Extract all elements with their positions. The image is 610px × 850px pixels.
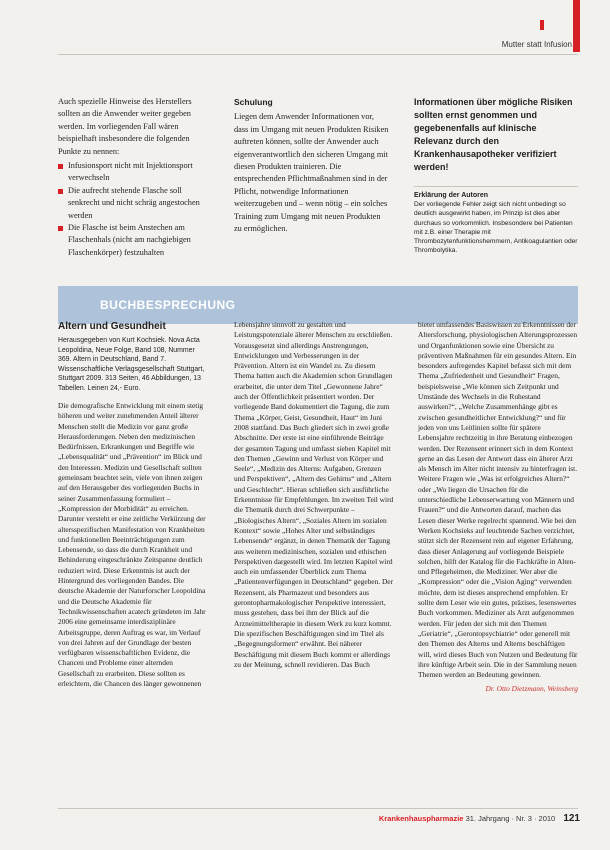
review-column-2	[234, 320, 394, 670]
authors-declaration	[414, 186, 578, 255]
book-title: Altern und Gesundheit	[58, 321, 166, 332]
section-label: Mutter statt Infusion	[501, 40, 572, 49]
schulung-paragraph: Liegen dem Anwender Informationen vor, dass im Umgang mit neuen Produkten Risiken auftreten können, sollte der Anwender auch eigenverantwortlich den sicheren Umgang mit diesen Produkten trainieren. Die entsprechenden Pflichtmaßnahmen sind in der Pflicht, notwendige Informationen weiterzugeben und – wenn nötig – ein solches Training zum Umgang mit neuen Produkten zu ermöglichen.	[234, 112, 389, 234]
review-column-1	[58, 320, 210, 689]
issue-info: 31. Jahrgang · Nr. 3 · 2010	[465, 814, 556, 823]
article-column-3	[414, 96, 578, 255]
bullet-item: Die aufrecht stehende Flasche soll senkrecht und nicht schräg angestochen werden	[58, 185, 210, 222]
subheading-schulung: Schulung	[234, 97, 273, 107]
footer-rule	[58, 808, 578, 809]
magazine-name: Krankenhauspharmazie	[378, 814, 464, 823]
book-review	[58, 320, 578, 790]
review-column-3	[418, 320, 578, 695]
article-column-1	[58, 96, 210, 259]
book-metadata: Herausgegeben von Kurt Kochsiek. Nova Acta Leopoldina, Neue Folge, Band 108, Nummer 369. Altern in Deutschland, Band 7. Wissenschaftliche Verlagsgesellschaft Stuttgart, Stuttgart 2009. 313 Seiten, 46 Abbildungen, 13 Tabellen. Leinen 24,- Euro.	[58, 337, 205, 392]
article-column-2	[234, 96, 389, 235]
reviewer-signature: Dr. Otto Dietzmann, Weinsberg	[485, 684, 578, 694]
book-review-banner	[58, 286, 578, 324]
review-text-3: bietet umfassendes Basiswissen zu Erkenntnissen der Altersforschung, physiologischen Alterungsprozessen und Organfunktionen sowie eine Übersicht zu präventiven Maßnahmen für ein gesundes Altern. Ein besonders aufregendes Kapitel befasst sich mit dem Thema „Zufriedenheit und Gesundheit“ Fragen, beispielsweise „Wie können sich Zeitpunkt und Umstände des Wechsels in die Ruhestand auswirken?“, „Welche Zusammenhänge gibt es zwischen gesundheitlicher Entwicklung?“ und für jeden von uns Leitlinien sollte für spätere Lebensjahre rechtzeitig in ihre Beratung einbezogen werden. Der Rezensent erinnert sich in dem Kontext gerne an das Lesen der Antwort dass ein älterer Arzt als Mensch im Alter nicht intensiv zu hinterfragen ist. Weitere Fragen wie „Was ist erfolgreiches Altern?“ oder „Wo liegen die Ursachen für die unterschiedliche Lebenserwartung von Männern und Frauen?“ und die Antworten darauf, machen das Lesen dieser Werke regelrecht spannend. Wie bei den Werken Kochsieks auf leuchtende Sachen verzichtet, stützt sich der Rezensent rein auf eigener Erfahrung, dass dieser Anlagerung auf vorliegende Beispiele solchen, hilft der Katalog für die Fachkräfte in Alten- und Pflegeheimen, die Mediziner. Wer aber die „Kompression“ oder die „Vision Aging“ verwenden möchte, dem ist dieses ansprechend empfohlen. Er sollte dem Leser wie ein gutes, präzises, lesenswertes Buch vorkommen. Mediziner als Arzt aufgenommen werden. Für jeden der sich mit den Themen „Geriatrie“, „Gerontopsychiatrie“ oder generell mit den Themen des Alterns und Alterns beschäftigen will, wird dieses Buch von Nutzen und Bedeutung für ihre künftige Arbeit sein. Die in der Sammlung neuen Themen werden an Bedeutung gewinnen.	[418, 320, 578, 680]
declaration-text: Der vorliegende Fehler zeigt sich nicht unbedingt so deutlich ausgewirkt haben, im Prinzip ist dies aber durchaus so vorkommlich. Insbesondere bei Patienten mit z.B. einer Therapie mit Thrombozytenfunktionshemmern, Antikoagulantien oder Thrombolytika.	[414, 201, 578, 255]
intro-paragraph: Auch spezielle Hinweise des Herstellers sollten an die Anwender weiter gegeben werden. Im vorliegenden Fall wären beispielhaft insbesondere die folgenden Punkte zu nennen:	[58, 97, 192, 156]
bullet-item: Die Flasche ist beim Anstechen am Flaschenhals (nicht am nachgiebigen Flaschenkörper) festzuhalten	[58, 222, 210, 259]
red-corner-bar	[573, 0, 580, 52]
page-number: 121	[563, 813, 580, 824]
review-text-1: Die demografische Entwicklung mit einem stetig höheren und weiter zunehmenden Anteil älterer Menschen stellt die Medizin vor ganz große Herausforderungen. Neben den medizinischen Bedürfnissen, Erkrankungen und Begriffe wie „Lebensqualität“ und „Prävention“ im Blick und den Interessen. Medizin und Gesellschaft sollten gemeinsam beachtet sein, viele von ihnen zeigen auf den Herausgeber des vorliegenden Buchs in seiner Zusammenfassung formuliert – „Kompression der Morbidität“ zu erreichen. Darunter versteht er eine zeitliche Verkürzung der altersspezifischen Manifestation von Krankheiten und funktionellen Beeinträchtigungen zum Lebensende, so dass die durch Krankheit und Behinderung eingeschränkte Zeitspanne deutlich reduziert wird. Diese Erkenntnis ist auch der Hintergrund des vorliegenden Bandes. Die deutsche Akademie der Naturforscher Leopoldina und die Deutsche Akademie für Technikwissenschaften acatech gründeten im Jahr 2006 eine gemeinsame interdisziplinäre Arbeitsgruppe, deren Auftrag es war, im Verlauf von drei Jahren auf der Grundlage der besten verfügbaren wissenschaftlichen Evidenz, die Chancen und Probleme einer alternden Gesellschaft zu erarbeiten. Diese sollten es erleichtern, die Chancen des länger gewonnenen	[58, 401, 206, 689]
page-footer	[379, 813, 580, 824]
header-rule	[58, 54, 578, 55]
key-statement: Informationen über mögliche Risiken sollten ernst genommen und gegebenenfalls auf klinische Relevanz durch den Krankenhausapotheker verifiziert werden!	[414, 97, 573, 172]
bullet-list	[58, 160, 210, 259]
declaration-title: Erklärung der Autoren	[414, 192, 489, 199]
banner-label: BUCHBESPRECHUNG	[100, 298, 236, 312]
review-text-2: Lebensjahre sinnvoll zu gestalten und Leistungspotenziale älterer Menschen zu erschließen. Vorausgesetzt sind allerdings Anstrengungen, Entwicklungen und Verbesserungen in der Prävention. Altern ist ein Wandel zu. Zu diesem Thema hatten auch die Akademien schon Grundlagen erarbeitet, die unter dem Titel „Gewonnene Jahre“ auch der Öffentlichkeit präsentiert worden. Der vorliegende Band dokumentiert die Tagung, die zum Thema „Körper, Geist, Gesundheit, Haut“ im Juni 2008 stattfand. Das Buch gliedert sich in zwei große Abschnitte. Der erste ist eine einführende Beiträge der gesamten Tagung und umfasst sieben Kapitel mit den Themen „Gewinn und Verlust von Körper und Seele“, „Medizin des Alterns: Aufgaben, Grenzen und Perspektiven“, „Altern des Gehirns“ und „Altern und Geschlecht“. Hieran schließen sich ausführliche Erkenntnisse für Empfehlungen. Im zweiten Teil wird die Thematik durch drei Schwerpunkte – „Biologisches Altern“, „Soziales Altern im sozialen Kontext“ sowie „Hohes Alter und selbständiges Lebensende“ ergänzt, in denen Thematik der Tagung aus weiteren medizinischen, sozialen und ethischen Perspektiven dargestellt wird. Im letzten Kapitel wird auch ein umfassender Überblick zum Thema „Patientenverfügungen in Deutschland“ gegeben. Der Rezensent, als Pharmazeut und besonders aus gerontopharmakologischer Perspektive interessiert, muss gestehen, dass bei ihm der Blick auf die Arzneimitteltherapie in diesem Werk zu kurz kommt. Die spezifischen Beschäftigungen sind im Titel als „Begegnungsformen“ erwähnt. Bei näherer Beschäftigung mit diesem Buch kommt er allerdings zu der Meinung, schnell revidieren. Das Buch	[234, 320, 394, 669]
article-continuation	[58, 96, 578, 271]
bullet-item: Infusionsport nicht mit Injektionsport verwechseln	[58, 160, 210, 185]
red-accent-mark	[540, 20, 544, 30]
